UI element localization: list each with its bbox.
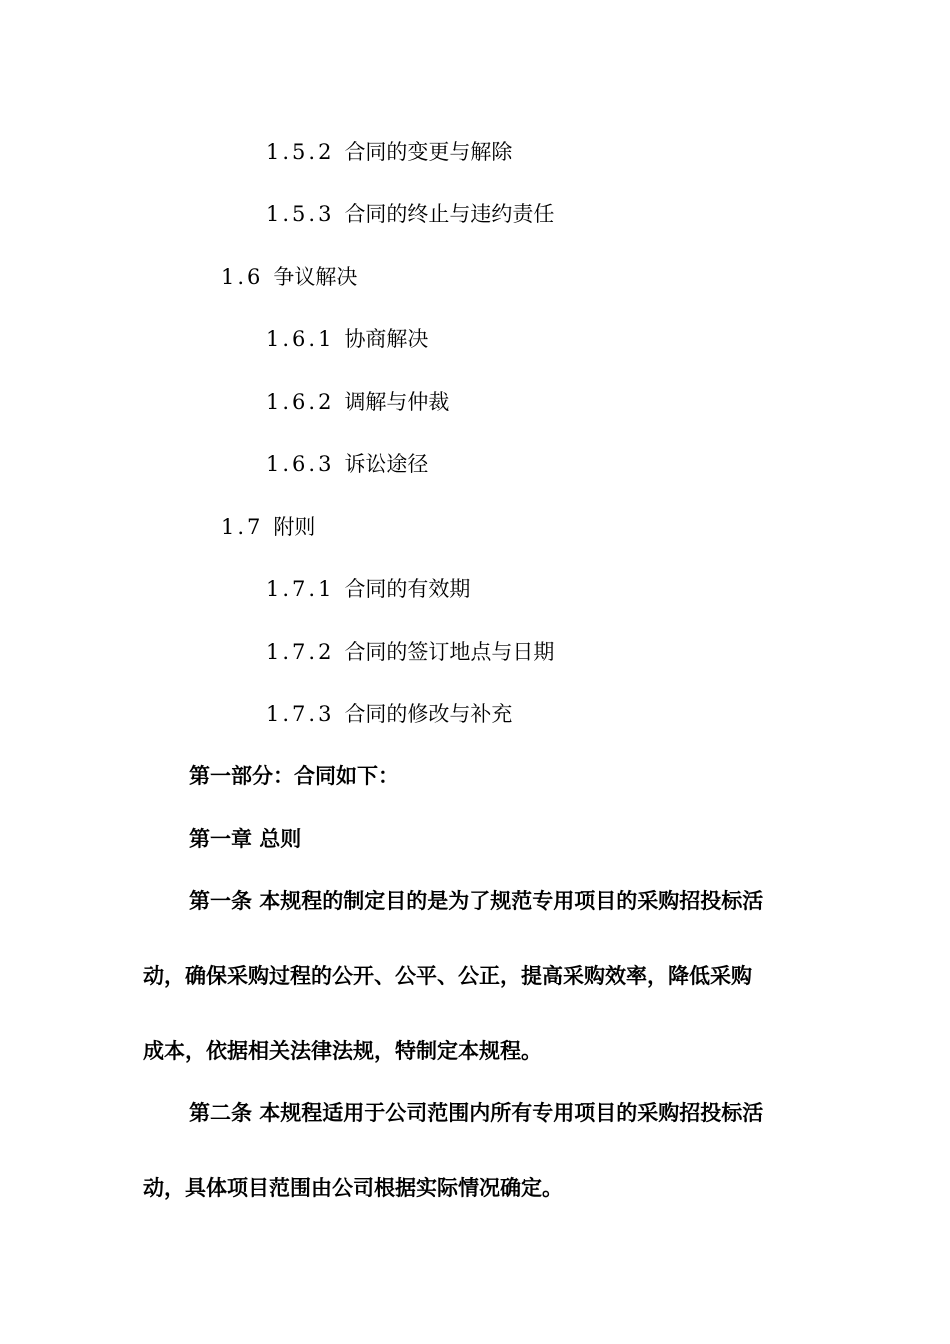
toc-text: 合同的修改与补充 bbox=[344, 702, 513, 726]
toc-number: 1.7 bbox=[221, 515, 264, 539]
toc-text: 合同的有效期 bbox=[344, 577, 471, 601]
toc-text: 附则 bbox=[273, 515, 316, 539]
toc-number: 1.6.1 bbox=[266, 327, 335, 351]
toc-text: 合同的变更与解除 bbox=[344, 140, 513, 164]
toc-entry bbox=[266, 702, 512, 726]
toc-entry bbox=[266, 140, 512, 164]
toc-text: 合同的签订地点与日期 bbox=[344, 640, 555, 664]
toc-text: 争议解决 bbox=[273, 265, 358, 289]
article-1-line-3: 成本，依据相关法律法规，特制定本规程。 bbox=[143, 1039, 542, 1063]
toc-entry bbox=[266, 452, 428, 476]
toc-number: 1.6 bbox=[221, 265, 264, 289]
article-1-line-2: 动，确保采购过程的公开、公平、公正，提高采购效率，降低采购 bbox=[143, 964, 752, 988]
part-title: 第一部分：合同如下： bbox=[189, 764, 399, 788]
toc-text: 合同的终止与违约责任 bbox=[344, 202, 555, 226]
toc-number: 1.7.1 bbox=[266, 577, 335, 601]
toc-text: 协商解决 bbox=[344, 327, 429, 351]
article-2-line-1: 第二条 本规程适用于公司范围内所有专用项目的采购招投标活 bbox=[189, 1101, 764, 1125]
toc-entry bbox=[266, 390, 449, 414]
toc-text: 调解与仲裁 bbox=[344, 390, 450, 414]
article-2-line-2: 动，具体项目范围由公司根据实际情况确定。 bbox=[143, 1176, 563, 1200]
toc-number: 1.5.3 bbox=[266, 202, 335, 226]
article-1-line-1: 第一条 本规程的制定目的是为了规范专用项目的采购招投标活 bbox=[189, 889, 764, 913]
toc-entry bbox=[221, 515, 315, 539]
toc-number: 1.5.2 bbox=[266, 140, 335, 164]
chapter-title: 第一章 总则 bbox=[189, 827, 302, 851]
toc-entry bbox=[266, 327, 428, 351]
toc-number: 1.7.3 bbox=[266, 702, 335, 726]
toc-entry bbox=[266, 577, 470, 601]
toc-number: 1.6.2 bbox=[266, 390, 335, 414]
toc-entry bbox=[266, 640, 554, 664]
toc-entry bbox=[221, 265, 357, 289]
toc-number: 1.7.2 bbox=[266, 640, 335, 664]
toc-number: 1.6.3 bbox=[266, 452, 335, 476]
toc-entry bbox=[266, 202, 554, 226]
toc-text: 诉讼途径 bbox=[344, 452, 429, 476]
